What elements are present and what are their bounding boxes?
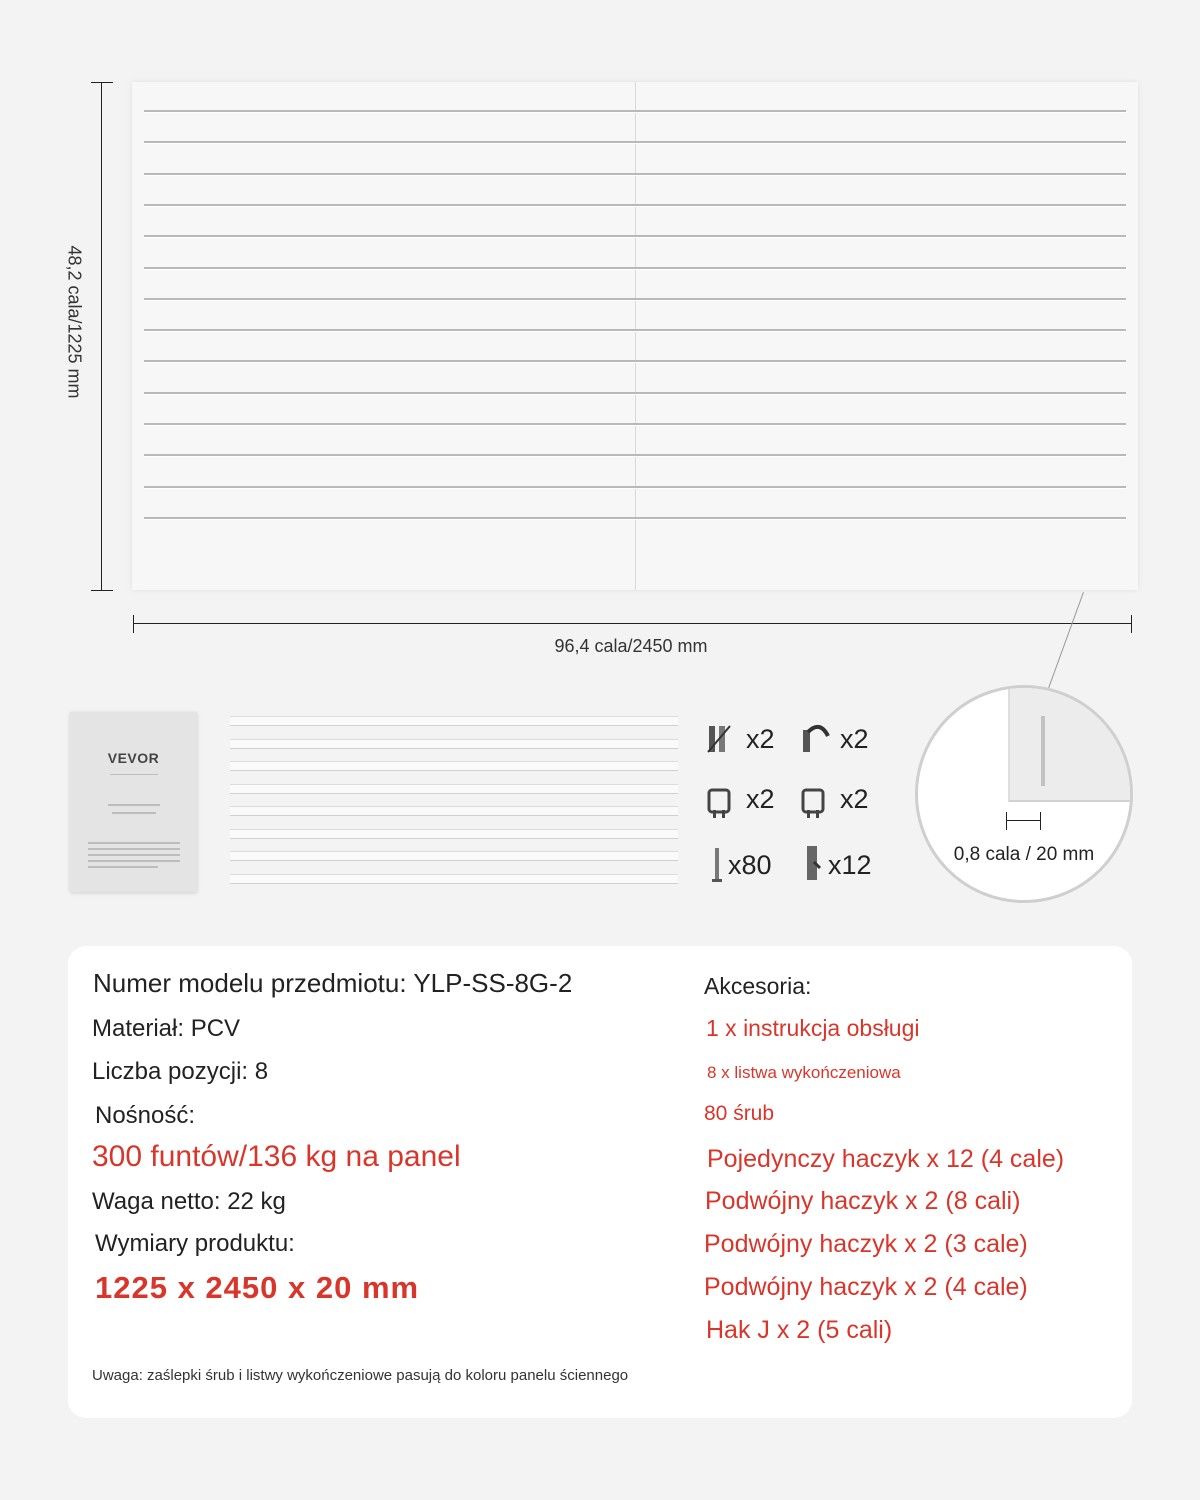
panel-seam [635,82,636,590]
thickness-dimension-line [1006,820,1040,821]
accessories-title: Akcesoria: [704,973,812,999]
manual-text-line [112,812,156,814]
panel-slot [144,235,1126,238]
accessory-item: 80 śrub [704,1102,775,1125]
thickness-zoom-circle [915,685,1133,903]
hardware-qty: x80 [728,850,772,880]
hardware-qty: x2 [746,724,775,754]
slatwall-panel [132,82,1138,590]
accessory-item: 1 x instrukcja obsługi [706,1015,920,1041]
width-dimension-cap-right [1131,615,1132,633]
capacity-value: 300 funtów/136 kg na panel [92,1140,461,1173]
panel-slot [144,454,1126,457]
height-dimension-cap-top [91,82,113,83]
double-hook-icon [706,784,732,818]
trim-strip [230,851,678,861]
manual-text-line [110,774,158,775]
width-label: 96,4 cala/2450 mm [554,636,708,656]
trim-strip [230,784,678,794]
size-value: 1225 x 2450 x 20 mm [95,1270,420,1305]
manual-brand-logo: VEVOR [107,750,160,766]
net-weight: Waga netto: 22 kg [92,1188,286,1215]
trim-strip [230,874,678,884]
panel-slot [144,141,1126,144]
item-count: Liczba pozycji: 8 [92,1058,269,1085]
panel-edge-detail [1008,688,1133,802]
material: Materiał: PCV [92,1015,241,1042]
panel-slot [144,517,1126,520]
size-label: Wymiary produktu: [95,1230,295,1257]
panel-slot [144,486,1126,489]
accessory-item: Hak J x 2 (5 cali) [706,1316,893,1344]
panel-slot-detail [1041,716,1045,786]
panel-slot [144,204,1126,207]
accessory-item: Podwójny haczyk x 2 (4 cale) [704,1273,1028,1301]
capacity-label: Nośność: [95,1102,196,1129]
trim-strip [230,806,678,816]
trim-strip [230,761,678,771]
height-dimension-cap-bottom [91,590,113,591]
panel-slot [144,329,1126,332]
manual-text-line [88,848,180,850]
height-dimension-line [101,82,102,590]
manual-text-line [88,860,180,862]
thickness-cap-right [1040,812,1041,830]
double-hook-icon [706,722,732,756]
manual-booklet [70,712,197,892]
panel-slot [144,423,1126,426]
note-text: Uwaga: zaślepki śrub i listwy wykończeniowe pasują do koloru panelu ściennego [92,1367,629,1384]
trim-strip [230,829,678,839]
panel-slot [144,173,1126,176]
model-number: Numer modelu przedmiotu: YLP-SS-8G-2 [93,968,573,998]
single-hook-icon [802,844,828,878]
trim-strip [230,716,678,726]
manual-text-line [88,866,158,868]
width-dimension-cap-left [133,615,134,633]
panel-slot [144,267,1126,270]
thickness-cap-left [1006,812,1007,830]
manual-text-line [88,854,180,856]
height-label: 48,2 cala/1225 mm [64,245,85,399]
panel-slot [144,360,1126,363]
trim-strip [230,739,678,749]
hardware-qty: x2 [840,724,869,754]
accessory-item: Podwójny haczyk x 2 (8 cali) [705,1187,1021,1215]
hardware-qty: x12 [828,850,872,880]
panel-slot [144,110,1126,113]
hardware-qty: x2 [840,784,869,814]
width-dimension-line [133,623,1131,624]
j-hook-icon [800,722,826,756]
manual-text-line [88,842,180,844]
manual-text-line [108,804,160,806]
accessory-item: Pojedynczy haczyk x 12 (4 cale) [707,1145,1065,1173]
accessory-item: Podwójny haczyk x 2 (3 cale) [704,1230,1028,1258]
hardware-qty: x2 [746,784,775,814]
panel-slot [144,298,1126,301]
accessory-item: 8 x listwa wykończeniowa [707,1063,901,1082]
thickness-label: 0,8 cala / 20 mm [953,844,1095,865]
panel-slot [144,392,1126,395]
double-hook-icon [800,784,826,818]
